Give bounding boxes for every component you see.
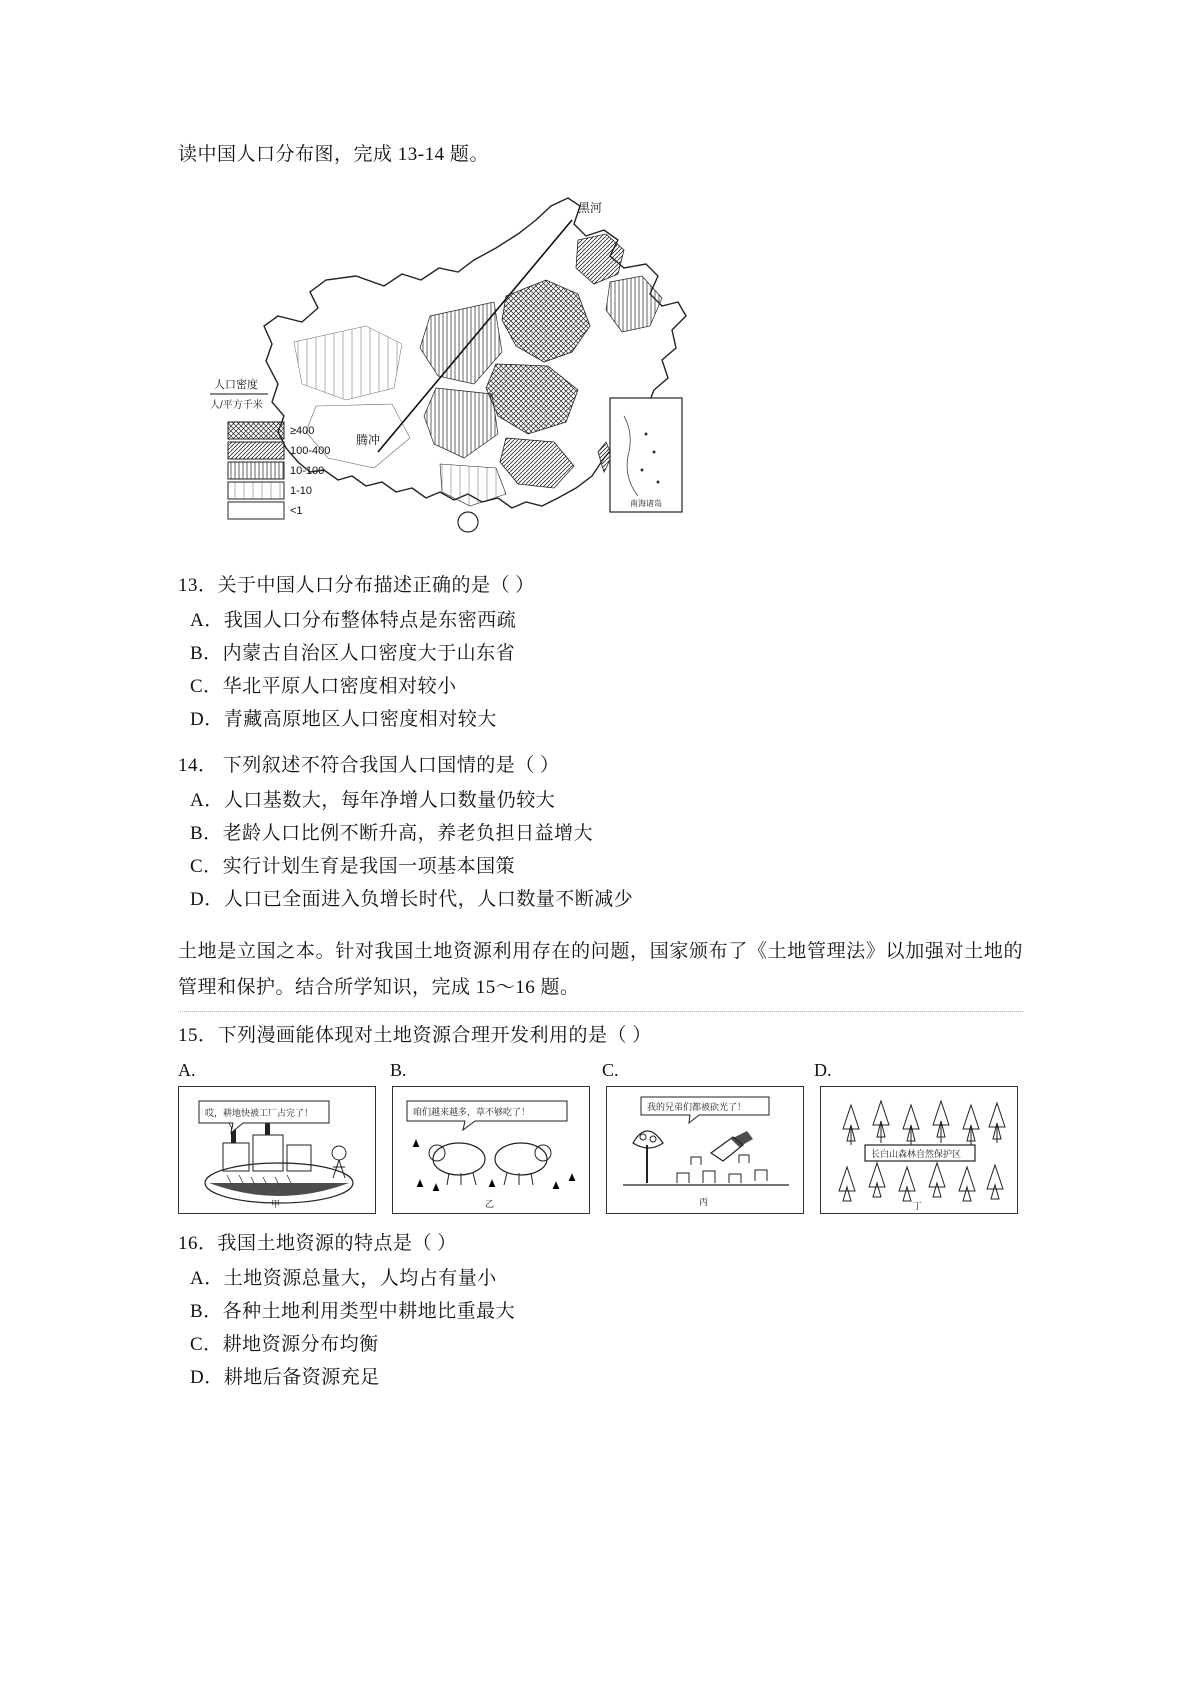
- legend-label-2: 10-100: [290, 465, 325, 477]
- cartoon-option-d[interactable]: [820, 1086, 1018, 1214]
- question-13-option-a[interactable]: A．我国人口分布整体特点是东密西疏: [190, 610, 517, 631]
- cartoon-row: [178, 1086, 1023, 1214]
- page-content: [178, 140, 1023, 1394]
- hainan-island: [458, 512, 478, 532]
- legend-title-line1: 人口密度: [214, 379, 258, 391]
- question-13-stem: 13．关于中国人口分布描述正确的是（ ）: [178, 575, 535, 596]
- cartoon-b-caption: 乙: [485, 1199, 495, 1209]
- cartoon-choice-labels: [178, 1060, 1023, 1084]
- cartoon-option-c[interactable]: [606, 1086, 804, 1214]
- question-14-option-c[interactable]: C．实行计划生育是我国一项基本国策: [190, 856, 516, 877]
- inset-label: 南海诸岛: [630, 499, 662, 508]
- cartoon-a-balloon-text: 哎，耕地快被工厂占完了！: [205, 1108, 314, 1118]
- question-15-stem: 15．下列漫画能体现对土地资源合理开发利用的是（ ）: [178, 1025, 652, 1046]
- cartoon-c-caption: 丙: [699, 1197, 709, 1207]
- question-14-option-b[interactable]: B．老龄人口比例不断升高，养老负担日益增大: [190, 823, 594, 844]
- population-map-figure: [206, 176, 736, 556]
- map-label-tengchong: 腾冲: [356, 433, 381, 447]
- cartoon-option-a[interactable]: [178, 1086, 376, 1214]
- legend-label-0: ≥400: [290, 425, 315, 437]
- cartoon-a-caption: 甲: [271, 1199, 281, 1209]
- cartoon-option-b[interactable]: [392, 1086, 590, 1214]
- cartoon-label-a: A.: [178, 1060, 196, 1080]
- question-16-option-d[interactable]: D．耕地后备资源充足: [190, 1367, 380, 1388]
- map-label-heihe: 黑河: [578, 201, 603, 215]
- cartoon-b-balloon-text: 咱们越来越多，草不够吃了！: [413, 1107, 531, 1117]
- question-16-option-a[interactable]: A．土地资源总量大，人均占有量小: [190, 1268, 497, 1289]
- china-population-map: [206, 176, 736, 556]
- cartoon-label-b: B.: [390, 1060, 407, 1080]
- section-divider: [178, 1010, 1023, 1012]
- legend-label-3: 1-10: [290, 485, 313, 497]
- question-14-option-d[interactable]: D．人口已全面进入负增长时代，人口数量不断减少: [190, 889, 634, 910]
- cartoon-label-d: D.: [814, 1060, 832, 1080]
- question-16-option-c[interactable]: C．耕地资源分布均衡: [190, 1334, 379, 1355]
- south-china-sea-inset: [610, 398, 682, 512]
- question-14-option-a[interactable]: A．人口基数大，每年净增人口数量仍较大: [190, 790, 556, 811]
- question-13-option-d[interactable]: D．青藏高原地区人口密度相对较大: [190, 709, 497, 730]
- lead-text: 读中国人口分布图，完成 13-14 题。: [178, 144, 489, 165]
- legend-title-line2: 人/平方千米: [210, 400, 263, 411]
- question-13-option-b[interactable]: B．内蒙古自治区人口密度大于山东省: [190, 643, 516, 664]
- cartoon-d-caption: 丁: [913, 1201, 923, 1211]
- cartoon-c-balloon-text: 我的兄弟们都被砍光了！: [647, 1102, 747, 1112]
- question-16-stem: 16．我国土地资源的特点是（ ）: [178, 1233, 457, 1254]
- cartoon-d-banner-text: 长白山森林自然保护区: [871, 1149, 962, 1159]
- cartoon-label-c: C.: [602, 1060, 619, 1080]
- legend-label-1: 100-400: [290, 445, 331, 457]
- legend-label-4: <1: [290, 505, 303, 517]
- passage-text: 土地是立国之本。针对我国土地资源利用存在的问题，国家颁布了《土地管理法》以加强对土地的管理和保护。结合所学知识，完成 15～16 题。: [178, 941, 1023, 998]
- question-13-option-c[interactable]: C．华北平原人口密度相对较小: [190, 676, 457, 697]
- question-16-option-b[interactable]: B．各种土地利用类型中耕地比重最大: [190, 1301, 516, 1322]
- question-14-stem: 14． 下列叙述不符合我国人口国情的是（ ）: [178, 755, 560, 776]
